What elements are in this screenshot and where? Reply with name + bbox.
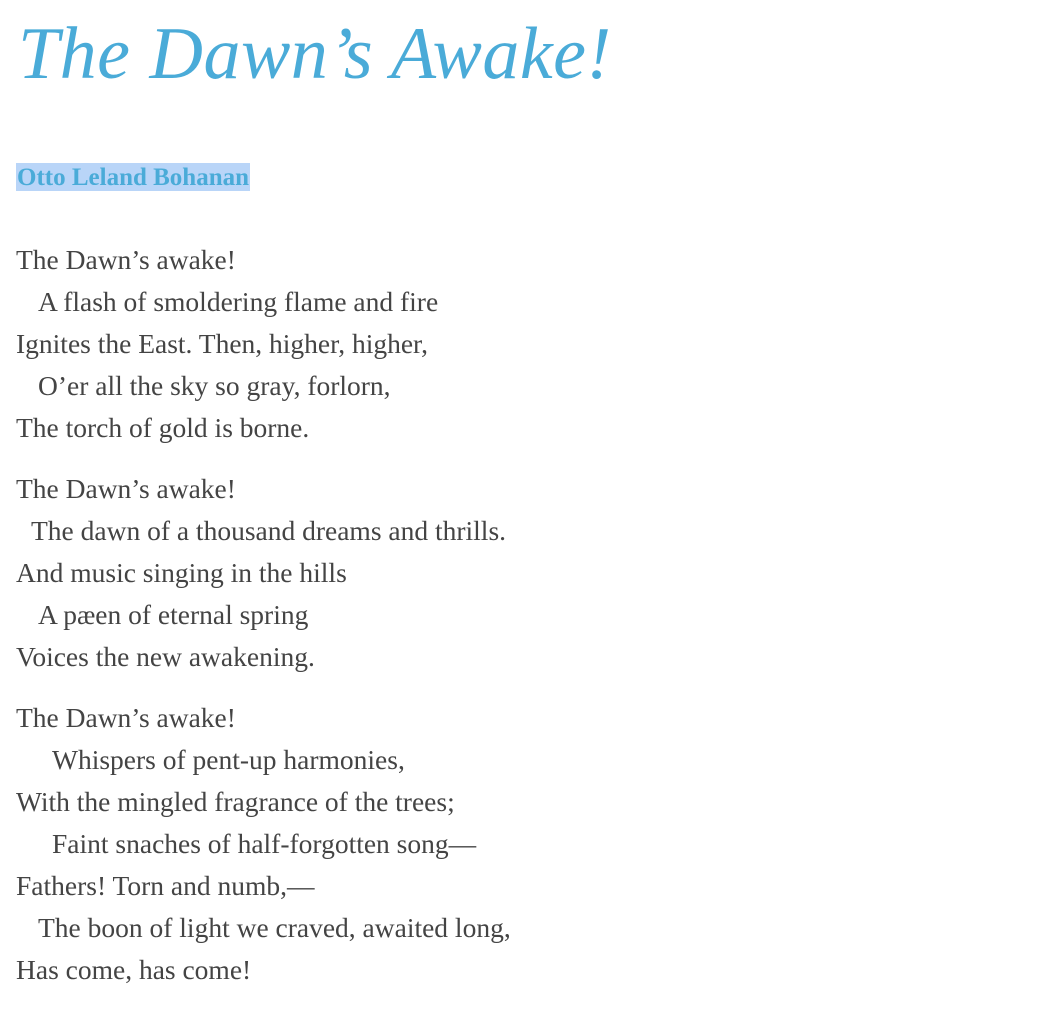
poem-line: The boon of light we craved, awaited long, xyxy=(38,912,511,943)
poem-line: And music singing in the hills xyxy=(16,557,347,588)
poem-line: The dawn of a thousand dreams and thrills. xyxy=(31,515,507,546)
poem-line: A pæen of eternal spring xyxy=(38,599,309,630)
poem-line: The Dawn’s awake! xyxy=(16,244,236,275)
poem-line: The Dawn’s awake! xyxy=(16,702,236,733)
poem-line: Ignites the East. Then, higher, higher, xyxy=(16,328,428,359)
stanza-2 xyxy=(16,468,511,678)
poem-line: O’er all the sky so gray, forlorn, xyxy=(38,370,391,401)
poem-line: Faint snaches of half-forgotten song— xyxy=(52,828,477,859)
poem-line: Fathers! Torn and numb,— xyxy=(16,870,315,901)
poem-title: The Dawn’s Awake! xyxy=(18,13,612,95)
poem-line: With the mingled fragrance of the trees; xyxy=(16,786,455,817)
poem-line: A flash of smoldering flame and fire xyxy=(38,286,439,317)
poem-line: The torch of gold is borne. xyxy=(16,412,310,443)
poem-body xyxy=(16,239,511,1010)
poem-line: Has come, has come! xyxy=(16,954,252,985)
stanza-3 xyxy=(16,697,511,991)
poem-line: Voices the new awakening. xyxy=(16,641,315,672)
stanza-1 xyxy=(16,239,511,449)
poem-line: The Dawn’s awake! xyxy=(16,473,236,504)
poem-line: Whispers of pent-up harmonies, xyxy=(52,744,405,775)
author-link[interactable]: Otto Leland Bohanan xyxy=(17,164,250,191)
